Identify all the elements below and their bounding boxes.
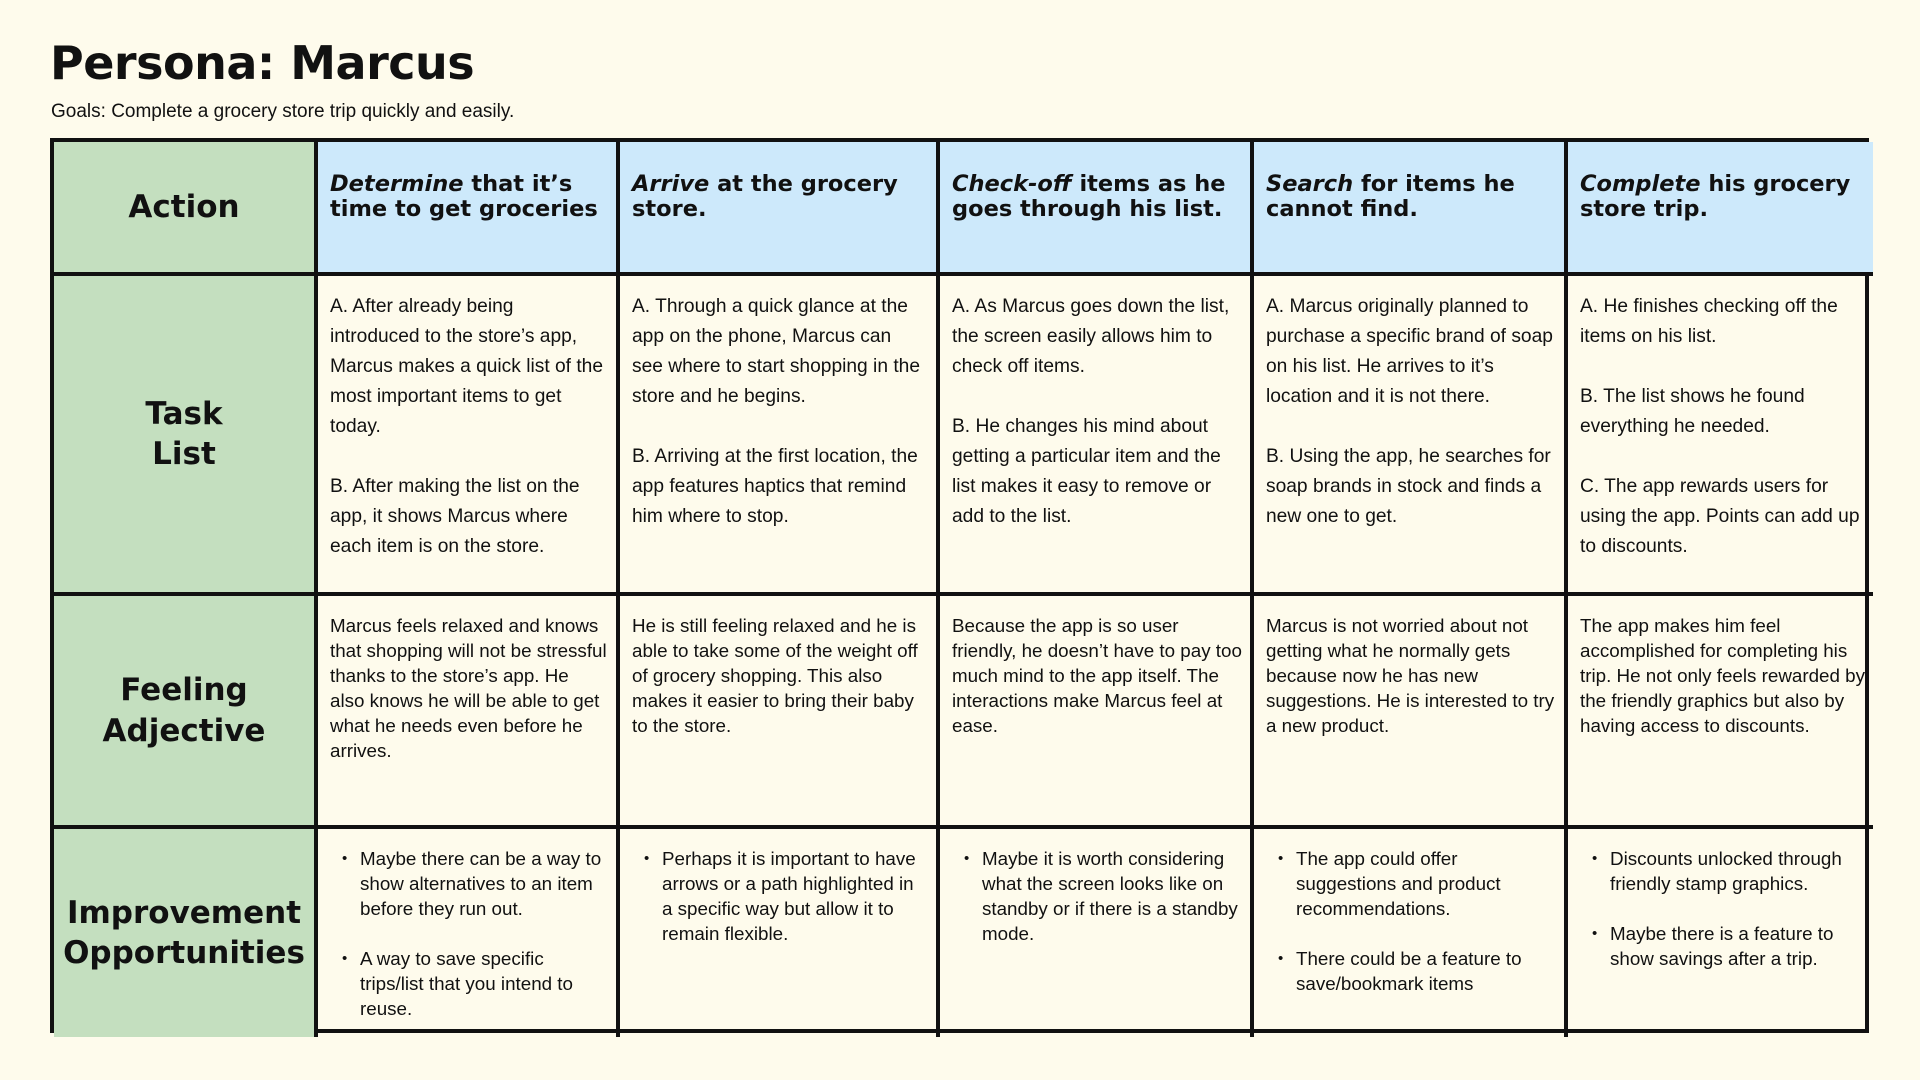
task-cell-5: A. He finishes checking off the items on his list. B. The list shows he found everything he needed. C. The app rewards users for using the app. Points can add up to discounts. [1568, 276, 1873, 596]
action-text: that it’s time to get groceries [330, 171, 598, 222]
task-cell-2: A. Through a quick glance at the app on the phone, Marcus can see where to start shopping in the store and he begins. B. Arriving at the first location, the app features haptics that remind him where to stop. [620, 276, 940, 596]
row-header-improvement: Improvement Opportunities [54, 829, 318, 1037]
improvement-item: • Perhaps it is important to have arrows or a path highlighted in a specific way but allow it to remain flexible. [632, 846, 928, 946]
improvement-list [330, 846, 608, 1021]
feeling-cell-1: Marcus feels relaxed and knows that shopping will not be stressful thanks to the store’s app. He also knows he will be able to get what he needs even before he arrives. [318, 596, 620, 829]
row-header-action: Action [54, 142, 318, 276]
action-header-5 [1568, 142, 1873, 276]
feeling-cell-4: Marcus is not worried about not getting what he normally gets because now he has new suggestions. He is interested to try a new product. [1254, 596, 1568, 829]
improvement-cell-5 [1568, 829, 1873, 1037]
improvement-item: • Discounts unlocked through friendly stamp graphics. [1580, 846, 1865, 896]
improvement-item: • There could be a feature to save/bookmark items [1266, 946, 1556, 996]
improvement-item: • Maybe there is a feature to show savings after a trip. [1580, 921, 1865, 971]
action-verb: Arrive [632, 171, 710, 197]
improvement-cell-1 [318, 829, 620, 1037]
action-text: for items he cannot find. [1266, 171, 1515, 222]
page-title: Persona: Marcus [50, 36, 475, 90]
improvement-cell-4 [1254, 829, 1568, 1037]
improvement-item: • The app could offer suggestions and product recommendations. [1266, 846, 1556, 921]
row-header-feeling: Feeling Adjective [54, 596, 318, 829]
journey-map-table [50, 138, 1869, 1033]
action-verb: Determine [330, 171, 464, 197]
feeling-cell-3: Because the app is so user friendly, he doesn’t have to pay too much mind to the app itself. The interactions make Marcus feel at ease. [940, 596, 1254, 829]
task-cell-4: A. Marcus originally planned to purchase a specific brand of soap on his list. He arrives to it’s location and it is not there. B. Using the app, he searches for soap brands in stock and finds a new one to get. [1254, 276, 1568, 596]
action-text: at the grocery store. [632, 171, 898, 222]
feeling-cell-2: He is still feeling relaxed and he is able to take some of the weight off of grocery shopping. This also makes it easier to bring their baby to the store. [620, 596, 940, 829]
action-verb: Check-off [952, 171, 1072, 197]
row-header-task-list: Task List [54, 276, 318, 596]
improvement-item: • Maybe there can be a way to show alternatives to an item before they run out. [330, 846, 608, 921]
action-text: his grocery store trip. [1580, 171, 1851, 222]
action-verb: Complete [1580, 171, 1701, 197]
improvement-cell-3 [940, 829, 1254, 1037]
action-header-4 [1254, 142, 1568, 276]
improvement-list [1266, 846, 1556, 996]
improvement-item: • A way to save specific trips/list that you intend to reuse. [330, 946, 608, 1021]
improvement-list [1580, 846, 1865, 971]
improvement-list [952, 846, 1242, 946]
action-header-2 [620, 142, 940, 276]
action-verb: Search [1266, 171, 1354, 197]
feeling-cell-5: The app makes him feel accomplished for completing his trip. He not only feels rewarded by the friendly graphics but also by having access to discounts. [1568, 596, 1873, 829]
persona-goals: Goals: Complete a grocery store trip quickly and easily. [51, 101, 515, 122]
improvement-item: • Maybe it is worth considering what the screen looks like on standby or if there is a standby mode. [952, 846, 1242, 946]
action-header-3 [940, 142, 1254, 276]
improvement-cell-2 [620, 829, 940, 1037]
task-cell-3: A. As Marcus goes down the list, the screen easily allows him to check off items. B. He changes his mind about getting a particular item and the list makes it easy to remove or add to the list. [940, 276, 1254, 596]
task-cell-1: A. After already being introduced to the store’s app, Marcus makes a quick list of the most important items to get today. B. After making the list on the app, it shows Marcus where each item is on the store. [318, 276, 620, 596]
action-header-1 [318, 142, 620, 276]
improvement-list [632, 846, 928, 946]
action-text: items as he goes through his list. [952, 171, 1226, 222]
